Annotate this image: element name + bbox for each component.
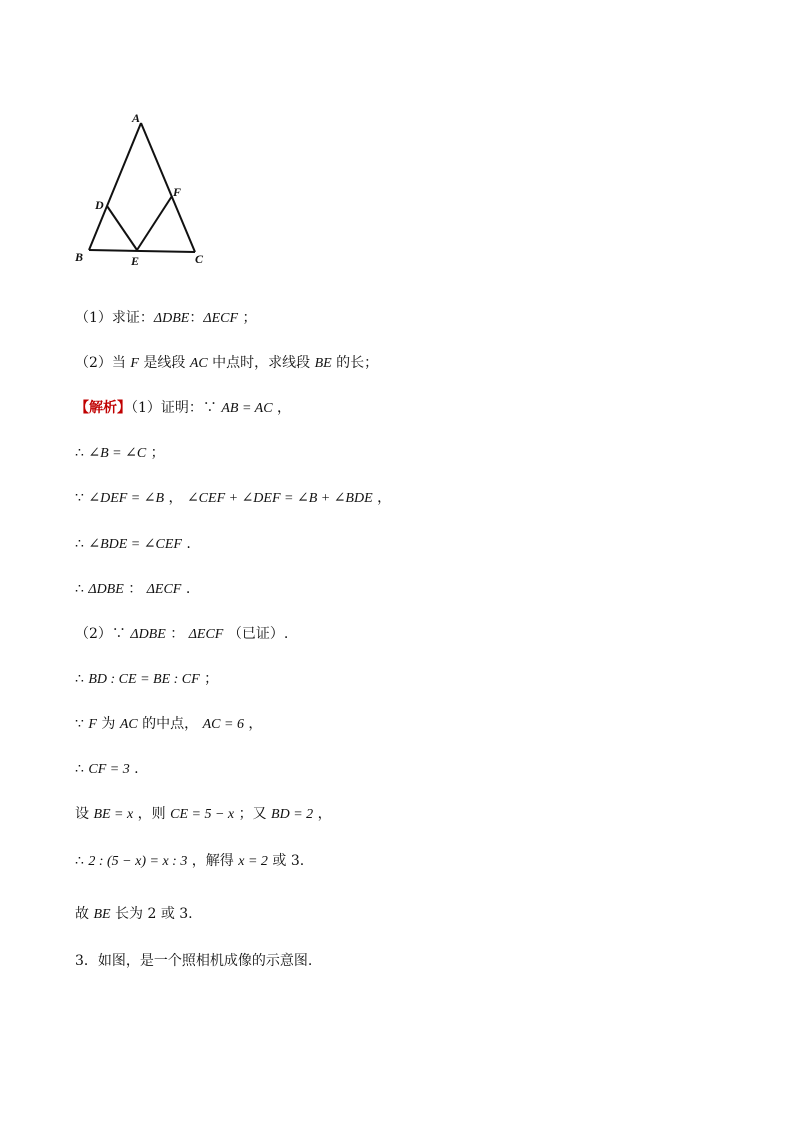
segment-ab (89, 123, 141, 250)
text-fragment: （1）证明：∵ (131, 400, 222, 416)
math-expression: BD : CE = BE : CF (88, 672, 200, 687)
math-expression: ∠BDE = ∠CEF (88, 537, 182, 552)
analysis-tag: 【解析】 (75, 400, 131, 416)
text-fragment: ， (164, 490, 187, 506)
text-fragment: ： (123, 581, 147, 597)
text-fragment: ∴ (75, 581, 89, 597)
text-fragment: 中点时，求线段 (207, 355, 315, 371)
text-fragment: ∴ (75, 761, 89, 777)
segment-de (107, 206, 137, 250)
analysis-line-3 (75, 489, 391, 508)
math-expression: BE (93, 907, 111, 922)
text-fragment: ∴ (75, 445, 89, 461)
math-expression: ∠B = ∠C (88, 446, 147, 461)
analysis-line-2 (75, 444, 165, 463)
text-fragment: （2）∵ (75, 626, 131, 642)
text-fragment: 长为 2 或 3. (110, 906, 193, 922)
question-3-heading (75, 952, 312, 970)
math-expression: F (130, 356, 139, 371)
label-a: A (132, 111, 141, 125)
text-fragment: ， (272, 400, 291, 416)
label-c: C (195, 252, 204, 266)
text-fragment: ， (313, 806, 332, 822)
math-expression: BD = 2 (271, 807, 314, 822)
label-d: D (95, 198, 104, 212)
question-2 (75, 354, 378, 373)
analysis-line-9 (75, 760, 139, 779)
analysis-line-11 (75, 852, 304, 871)
text-fragment: ，解得 (187, 853, 239, 869)
analysis-line-10 (75, 805, 332, 824)
analysis-line-1 (75, 399, 291, 418)
analysis-line-8 (75, 715, 262, 734)
label-b: B (75, 250, 84, 264)
text-fragment: ； (146, 445, 165, 461)
text-fragment: 的长； (331, 355, 379, 371)
analysis-line-5 (75, 580, 190, 599)
triangle-figure (68, 108, 218, 273)
text-fragment: . (181, 536, 191, 552)
text-fragment: ，则 (133, 806, 171, 822)
text-fragment: ； (199, 671, 219, 687)
segment-ef (137, 196, 172, 250)
text-fragment: ∴ (75, 853, 89, 869)
text-fragment: 设 (75, 806, 94, 822)
math-expression: F (88, 717, 97, 732)
analysis-line-7 (75, 670, 218, 689)
text-fragment: . (181, 581, 191, 597)
conclusion-line (75, 905, 193, 924)
math-expression: BE (314, 356, 332, 371)
text-fragment: ， (372, 490, 392, 506)
text-fragment: ： (165, 626, 189, 642)
math-expression: AB = AC (221, 401, 273, 416)
math-expression: ΔDBE (130, 627, 166, 642)
math-expression: x = 2 (238, 854, 268, 869)
text-fragment: 故 (75, 906, 94, 922)
text-fragment: （2）当 (75, 355, 131, 371)
text-fragment: 的中点， (137, 716, 203, 732)
text-fragment: . (129, 761, 139, 777)
segment-bc (89, 250, 195, 252)
math-expression: ∠DEF = ∠B (88, 491, 165, 506)
text-fragment: ∴ (75, 671, 89, 687)
text-fragment: ： (189, 310, 204, 326)
text-fragment: ∵ (75, 490, 89, 506)
text-fragment: ∵ (75, 716, 89, 732)
math-expression: BE = x (93, 807, 134, 822)
text-fragment: ；又 (234, 806, 272, 822)
math-expression: ΔDBE (88, 582, 124, 597)
analysis-line-6 (75, 625, 288, 644)
math-expression: AC = 6 (202, 717, 244, 732)
math-expression: ΔECF (146, 582, 182, 597)
analysis-line-4 (75, 535, 191, 554)
text-fragment: 3．如图，是一个照相机成像的示意图. (75, 953, 313, 969)
text-fragment: ； (238, 310, 257, 326)
math-expression: CE = 5 − x (170, 807, 235, 822)
text-fragment: ， (243, 716, 263, 732)
label-f: F (173, 185, 182, 199)
text-fragment: （1）求证： (75, 310, 154, 326)
text-fragment: ∴ (75, 536, 89, 552)
question-1 (75, 309, 256, 328)
text-fragment: 是线段 (138, 355, 190, 371)
math-expression: AC (119, 717, 138, 732)
label-e: E (131, 254, 140, 268)
math-expression: ∠CEF + ∠DEF = ∠B + ∠BDE (186, 491, 373, 506)
math-expression: ΔECF (188, 627, 224, 642)
math-expression: 2 : (5 − x) = x : 3 (88, 854, 188, 869)
text-fragment: （已证）. (223, 626, 289, 642)
math-expression: AC (189, 356, 208, 371)
math-expression: ΔECF (203, 311, 239, 326)
text-fragment: 或 3. (267, 853, 305, 869)
math-expression: ΔDBE (153, 311, 190, 326)
text-fragment: 为 (96, 716, 120, 732)
math-expression: CF = 3 (88, 762, 130, 777)
